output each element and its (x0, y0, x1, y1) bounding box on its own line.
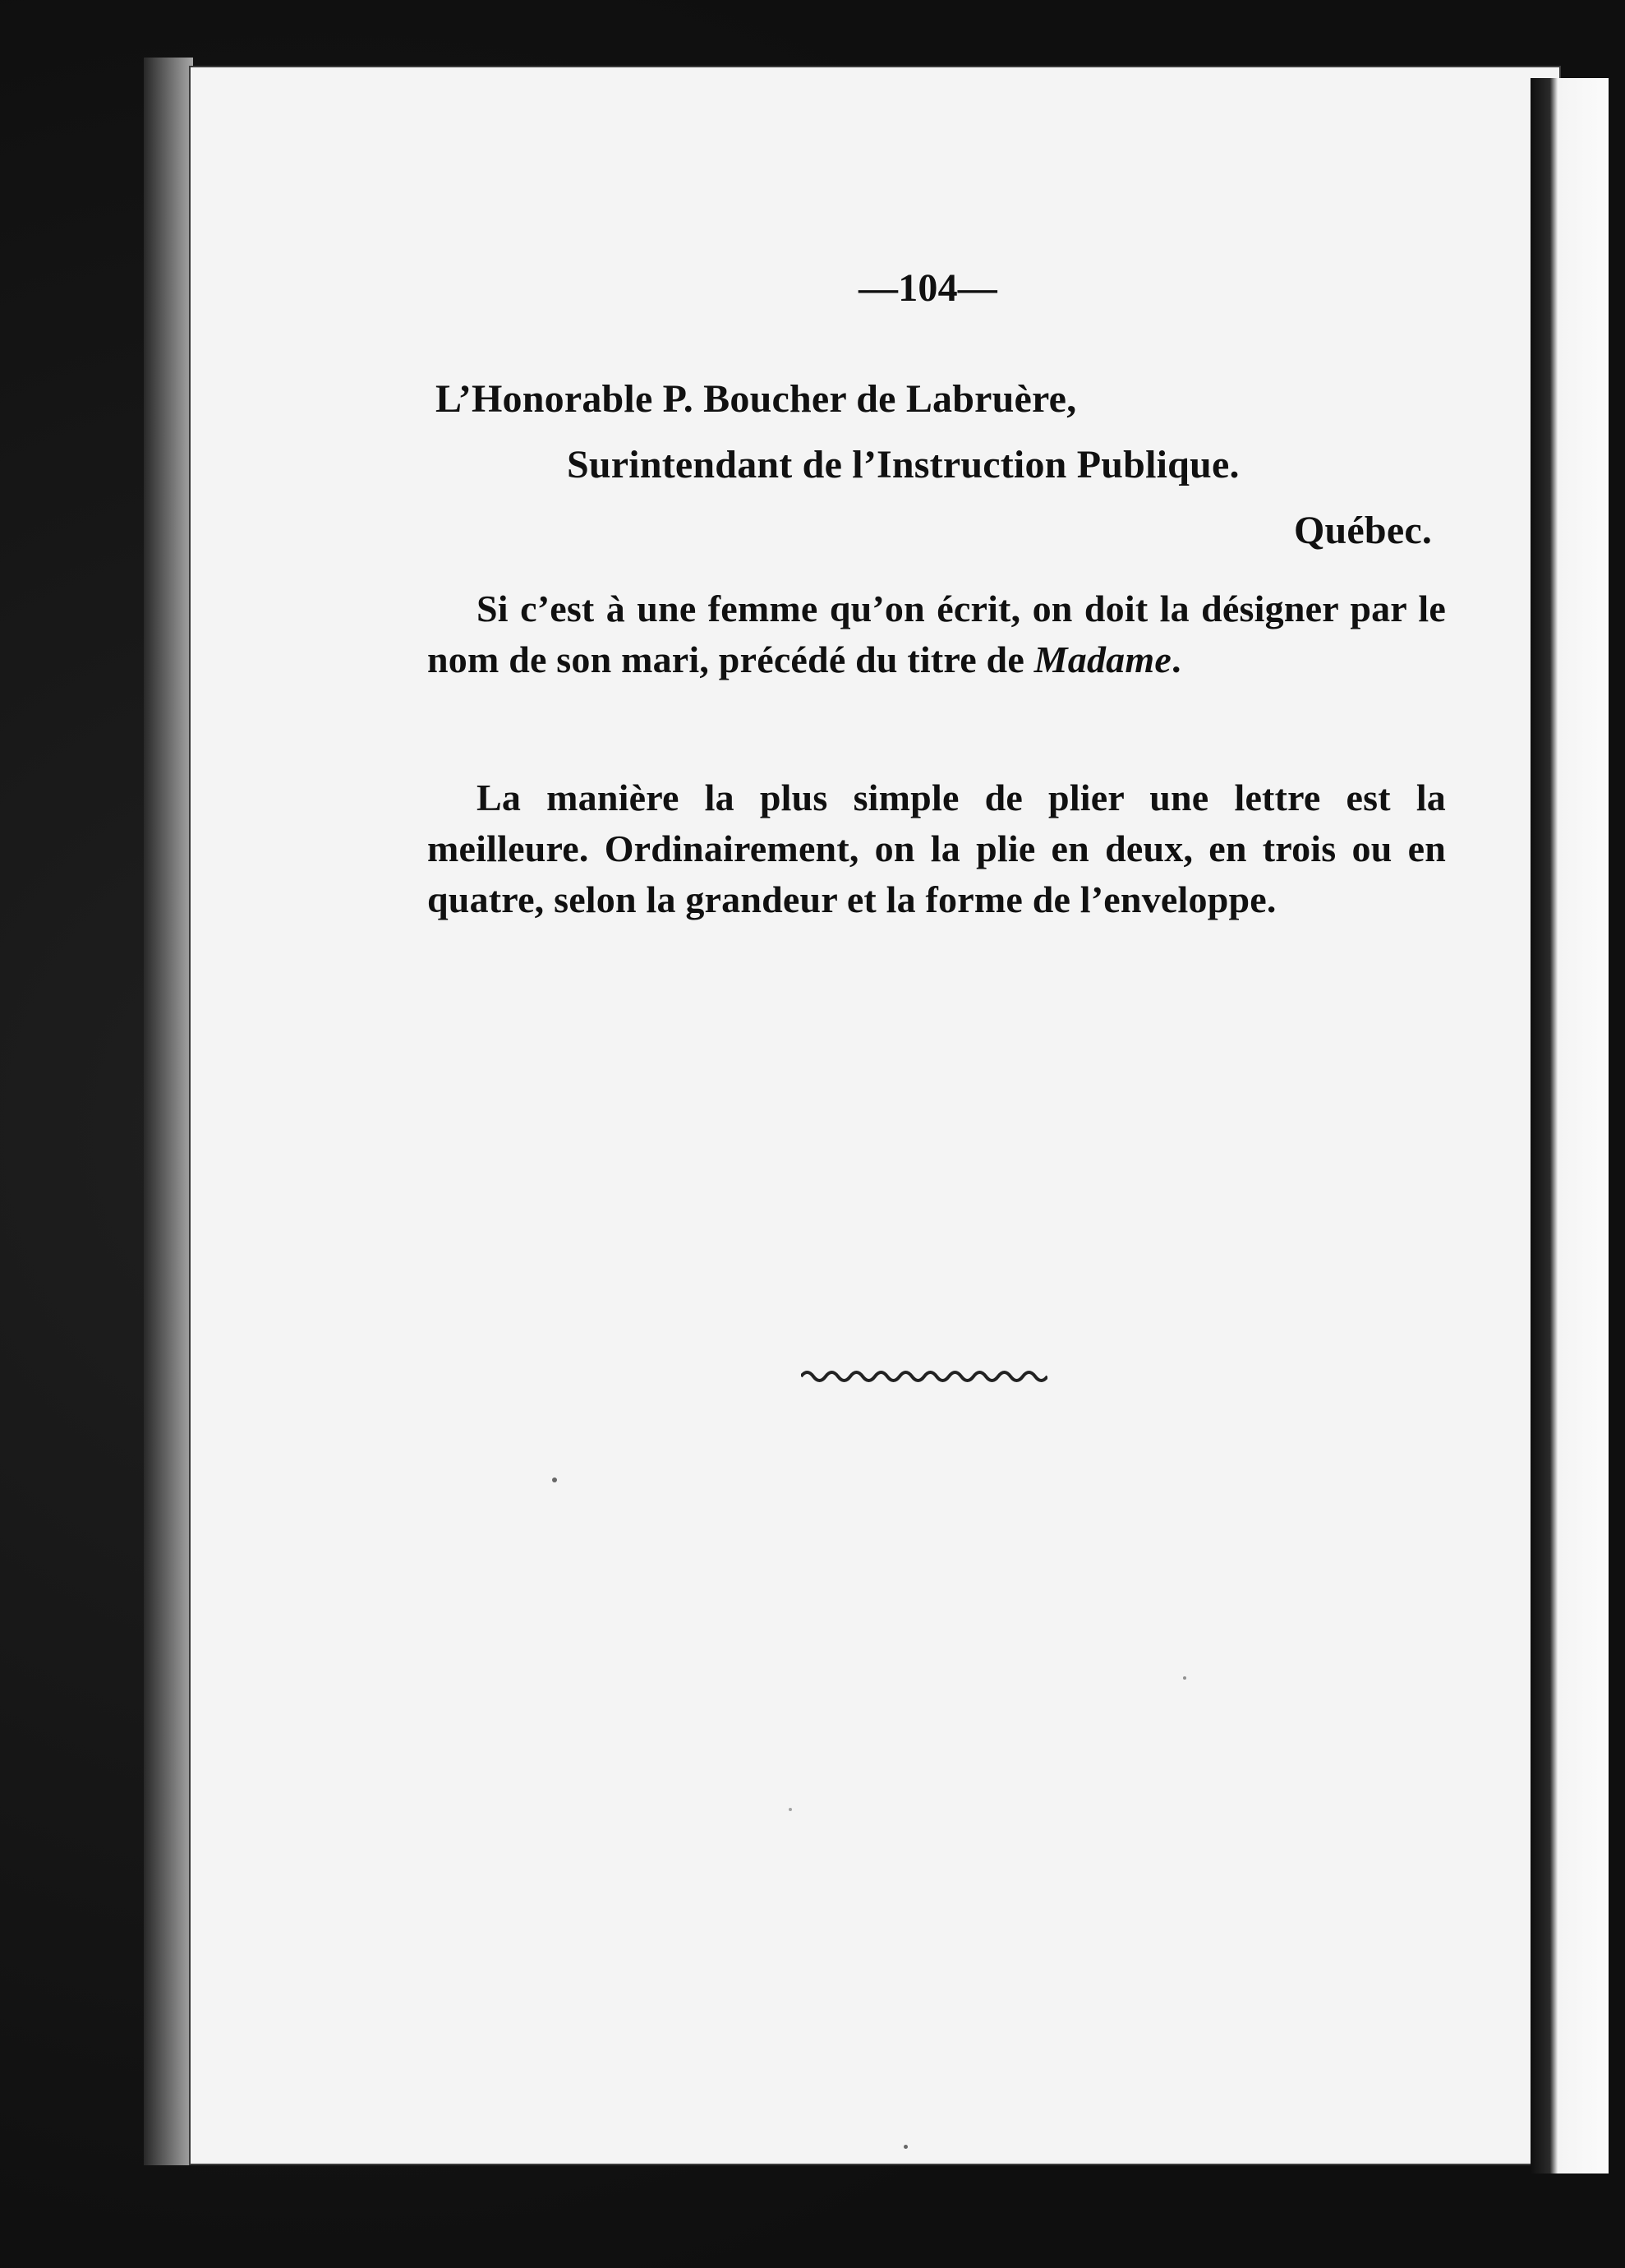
page-speck (904, 2145, 908, 2149)
paragraph-1-text-after: . (1171, 638, 1181, 680)
page-speck (789, 1808, 792, 1811)
address-line-2: Surintendant de l’Instruction Publique. (567, 443, 1240, 486)
paragraph-2: La manière la plus simple de plier une lettre est la meilleure. Ordinairement, on la plie en deux, en trois ou en quatre, selon la grandeur et la forme de l’enveloppe. (427, 777, 1446, 920)
paragraph-1 (427, 583, 1446, 685)
page-number: —104— (859, 266, 997, 310)
page-speck (1183, 1676, 1186, 1680)
book-binding-edge (144, 58, 193, 2165)
page-speck (552, 1477, 557, 1482)
address-line-1: L’Honorable P. Boucher de Labruère, (435, 377, 1077, 421)
paragraph-1-italic: Madame (1033, 638, 1172, 680)
address-city: Québec. (1294, 509, 1433, 552)
wavy-divider (801, 1368, 1047, 1385)
paragraph-1-text-before: Si c’est à une femme qu’on écrit, on doit la désigner par le nom de son mari, précédé du titre de (427, 588, 1446, 680)
adjacent-page-strip (1531, 78, 1609, 2174)
